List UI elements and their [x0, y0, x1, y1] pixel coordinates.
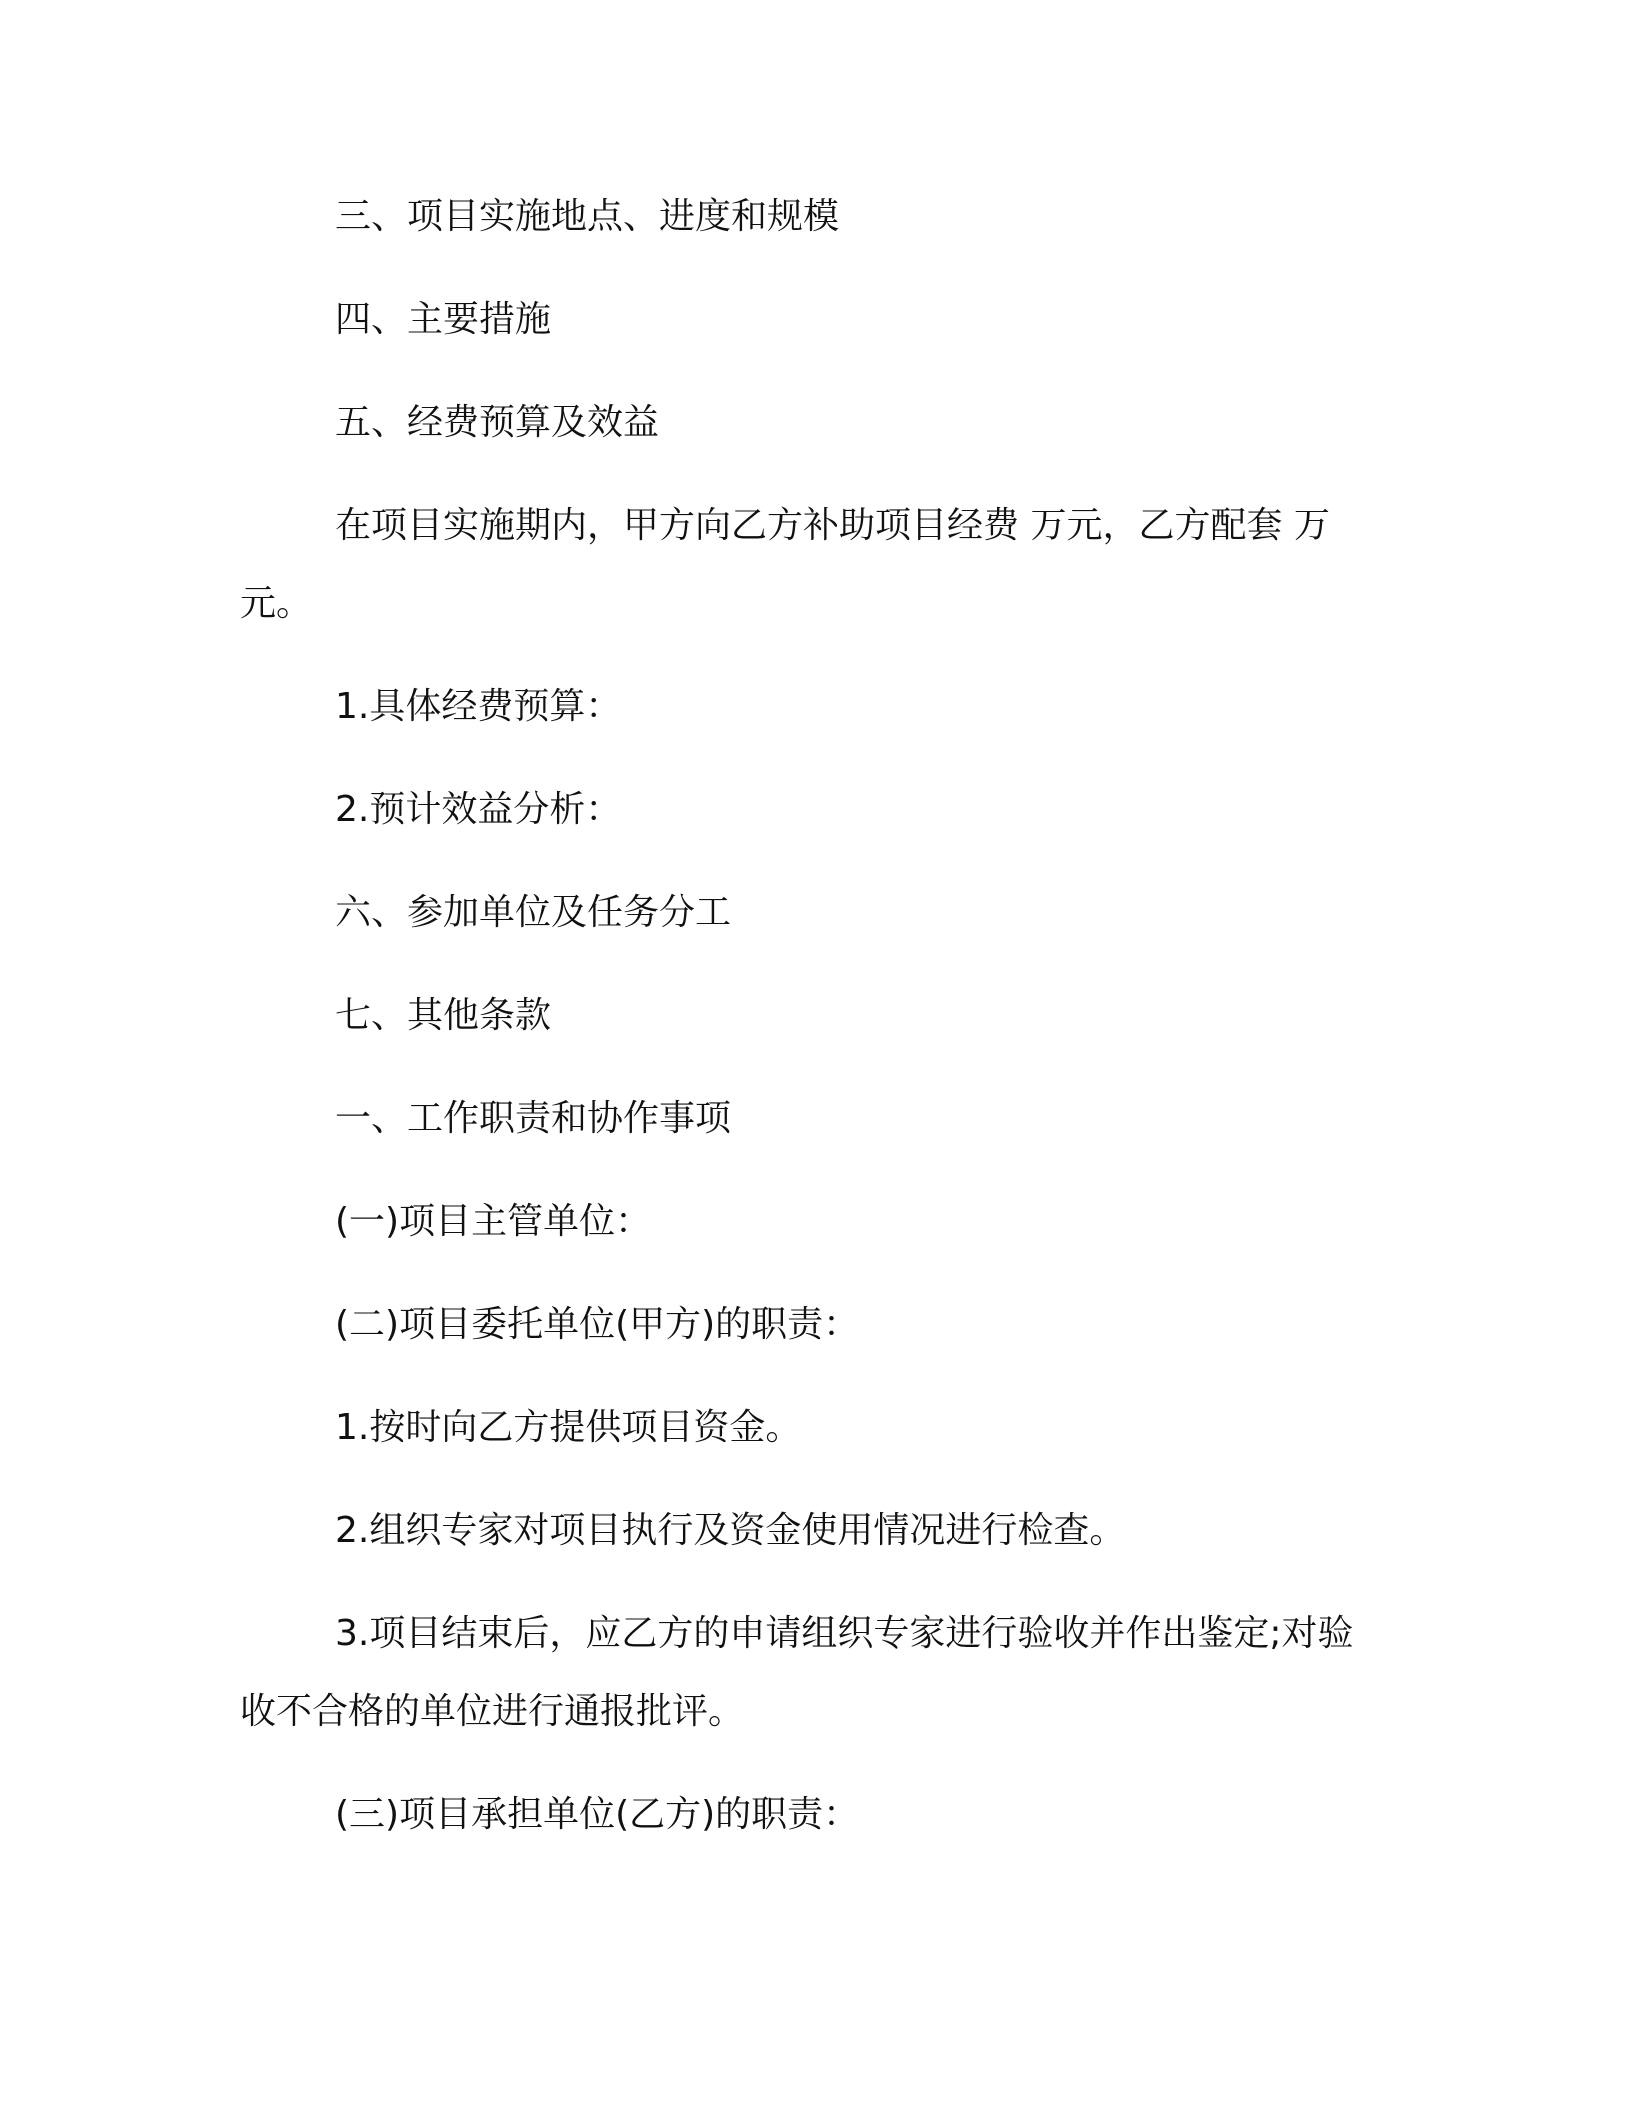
- item-acceptance: 3.项目结束后，应乙方的申请组织专家进行验收并作出鉴定;对验收不合格的单位进行通报批评。: [240, 1613, 1354, 1732]
- subheading-party-b: (三)项目承担单位(乙方)的职责：: [335, 1794, 860, 1835]
- subheading-party-a: (二)项目委托单位(甲方)的职责：: [335, 1304, 860, 1345]
- item-expert-inspection: 2.组织专家对项目执行及资金使用情况进行检查。: [335, 1510, 1126, 1551]
- heading-implementation-location: 三、项目实施地点、进度和规模: [335, 196, 840, 237]
- heading-other-terms: 七、其他条款: [335, 995, 552, 1036]
- heading-duties: 一、工作职责和协作事项: [335, 1098, 732, 1139]
- paragraph-funding: 在项目实施期内，甲方向乙方补助项目经费 万元，乙方配套 万元。: [240, 505, 1330, 624]
- heading-participants: 六、参加单位及任务分工: [335, 892, 732, 933]
- subheading-supervisor: (一)项目主管单位：: [335, 1201, 652, 1242]
- heading-budget-benefits: 五、经费预算及效益: [335, 402, 660, 443]
- item-benefit-analysis: 2.预计效益分析：: [335, 789, 622, 830]
- item-provide-funds: 1.按时向乙方提供项目资金。: [335, 1407, 802, 1448]
- heading-main-measures: 四、主要措施: [335, 299, 552, 340]
- item-budget-detail: 1.具体经费预算：: [335, 686, 622, 727]
